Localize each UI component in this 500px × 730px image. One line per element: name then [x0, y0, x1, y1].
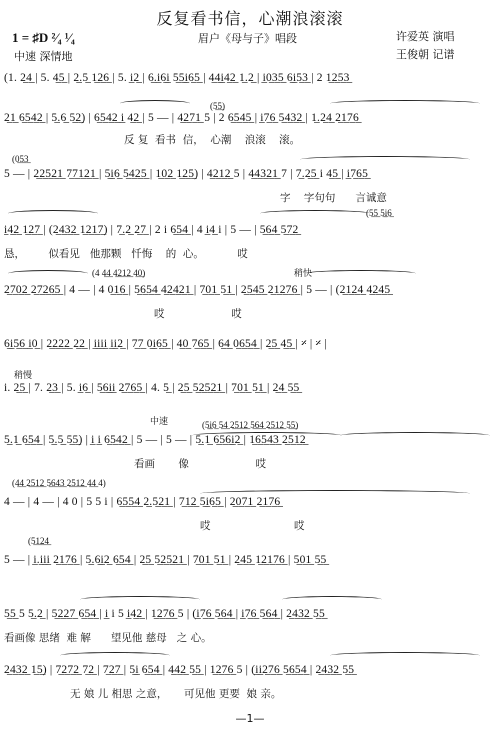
notation-row: 2̲1̲ 6̲5̲4̲2̲ | 5̲.6̲ 5̲2̲) | 6̲5̲4̲2̲ i̲ 4̲2̲ | 5 — | 4̲2̲7̲1̲ 5 | 2 6̲5̲4̲5̲ | i̲7̲6̲ 5̲4̲3̲2̲ | 1̲.2̲4̲ 2̲1̲7̲6̲: [4, 112, 359, 124]
notation-row: 5 — | i̲.i̲i̲i̲ 2̲1̲7̲6̲ | 5̲.6̲i̲2̲ 6̲5̲4̲ | 2̲5̲ 5̲2̲5̲2̲1̲ | 7̲0̲1̲ 5̲1̲ | 2̲4̲5̲ 1̲2̲1̲7̲6̲ | 5̲0̲1̲ 5̲5̲: [4, 554, 327, 566]
tempo-annotation: 稍快: [294, 269, 313, 279]
key-signature: 1 = ♯D ²⁄₄ ¹⁄₄: [12, 30, 75, 45]
notation-row: i. 2̲5̲ | 7. 2̲3̲ | 5. i̲6̲ | 5̲6̲i̲i̲ 2̲7̲6̲5̲ | 4. 5̲ | 2̲5̲ 5̲2̲5̲2̲1̲ | 7̲0̲1̲ 5̲1̲ | 2̲4̲ 5̲5̲: [4, 382, 300, 394]
slur-arc: [120, 100, 190, 107]
lyrics-row: 哎 哎: [200, 520, 305, 532]
notation-row: 4 — | 4 — | 4 0 | 5 5 i | 6̲5̲5̲4̲ 2̲.5̲2̲1̲ | 7̲1̲2̲ 5̲i̲6̲5̲ | 2̲0̲7̲1̲ 2̲1̲7̲6̲: [4, 496, 281, 508]
annotation: (5̲i̲6̲ 5̲4̲ 2̲5̲1̲2̲ 5̲6̲4̲ 2̲5̲1̲2̲ 5̲5̲): [202, 420, 299, 430]
notation-row: 2̲7̲0̲2̲ 2̲7̲2̲6̲5̲ | 4 — | 4 0̲1̲6̲ | 5̲6̲5̲4̲ 4̲2̲4̲2̲1̲ | 7̲0̲1̲ 5̲1̲ | 2̲5̲4̲5̲ 2̲1̲2̲7̲6̲ | 5 — | (2̲1̲2̲4̲ 4̲2̲4̲5̲: [4, 284, 391, 296]
slur-arc: [330, 652, 480, 659]
lyrics-row: 无 娘 儿 相思 之意， 可见他 更要 娘 亲。: [70, 688, 282, 700]
slur-arc: [306, 270, 416, 277]
notation-row: 5̲5̲ 5 5̲.2̲ | 5̲2̲2̲7̲ 6̲5̲4̲ | i̲ i 5 i̲4̲2̲ | 1̲2̲7̲6̲ 5 | (i̲7̲6̲ 5̲6̲4̲ | i̲7̲6̲ 5̲6̲4̲ | 2̲4̲3̲2̲ 5̲5̲: [4, 608, 325, 620]
tempo-marking: 中速 深情地: [14, 50, 73, 63]
notator-credit: 王俊朝 记谱: [396, 48, 455, 61]
lyrics-row: 字 字句句 言诚意: [280, 192, 387, 204]
annotation: (5̲1̲2̲4̲: [28, 536, 49, 546]
tempo-annotation: 稍慢: [14, 371, 33, 381]
slur-arc: [300, 156, 470, 163]
notation-row: 6̲i̲5̲6̲ i̲0̲ | 2̲2̲2̲2̲ 2̲2̲ | i̲i̲i̲i̲ i̲i̲2̲ | 7̲7̲ 0̲i̲6̲5̲ | 4̲0̲ 7̲6̲5̲ | 6̲4̲ 0̲6̲5̲4̲ | 2̲5̲ 4̲5̲ | 𝄎 | 𝄎 |: [4, 338, 327, 350]
annotation: (5̲5̲ 5̲i̲6̲: [366, 208, 392, 218]
slur-arc: [80, 596, 200, 603]
annotation: (4̲4̲ 2̲5̲1̲2̲ 5̲6̲4̲3̲ 2̲5̲1̲2̲ 4̲4̲ 4): [12, 478, 106, 488]
annotation: (5̲5̲): [210, 101, 225, 111]
lyrics-row: 恳， 似看见 他那颗 忏悔 的 心。 哎: [4, 248, 248, 260]
slur-arc: [8, 270, 88, 277]
page-title: 反复看书信，心潮浪滚滚: [156, 9, 344, 28]
tempo-annotation: 中速: [150, 417, 169, 427]
notation-row: 5̲.1̲ 6̲5̲4̲ | 5̲.5̲ 5̲5̲) | i̲ i̲ 6̲5̲4̲2̲ | 5 — | 5 — | 5̲.1̲ 6̲5̲6̲i̲2̲ | 1̲6̲5̲4̲3̲ 2̲5̲1̲2̲: [4, 434, 306, 446]
annotation: (4 4̲4̲ 4̲2̲1̲2̲ 4̲0̲): [92, 268, 146, 278]
lyrics-row: 看画 像 哎: [134, 458, 267, 470]
page-number: —1—: [235, 712, 265, 725]
notation-row: 5 — | 2̲2̲5̲2̲1̲ 7̲7̲1̲2̲1̲ | 5̲i̲6̲ 5̲4̲2̲5̲ | 1̲0̲2̲ 1̲2̲5̲) | 4̲2̲1̲2̲ 5 | 4̲4̲3̲2̲1̲ 7 | 7̲.2̲5̲ i 4̲5̲ | i̲7̲6̲5̲: [4, 168, 369, 180]
slur-arc: [282, 596, 382, 603]
subtitle: 眉户《母与子》唱段: [198, 32, 297, 45]
lyrics-row: 哎 哎: [154, 308, 242, 320]
notation-row: i̲4̲2̲ 1̲2̲7̲ | (2̲4̲3̲2̲ 1̲2̲1̲7̲) | 7̲.2̲ 2̲7̲ | 2 i 6̲5̲4̲ | 4 i̲4̲ i | 5 — | 5̲6̲4̲ 5̲7̲2̲: [4, 224, 299, 236]
annotation: (0̲5̲3̲: [12, 154, 29, 164]
slur-arc: [8, 210, 98, 217]
notation-row: 2̲4̲3̲2̲ 1̲5̲) | 7̲2̲7̲2̲ 7̲2̲ | 7̲2̲7̲ | 5̲i̲ 6̲5̲4̲ | 4̲4̲2̲ 5̲5̲ | 1̲2̲7̲6̲ 5 | (i̲i̲2̲7̲6̲ 5̲6̲5̲4̲ | 2̲4̲3̲2̲ 5̲5̲: [4, 664, 355, 676]
singer-credit: 许爱英 演唱: [396, 30, 455, 43]
lyrics-row: 反 复 看书 信， 心潮 浪滚 滚。: [124, 134, 301, 146]
notation-row: (1. 2̲4̲ | 5. 4̲5̲ | 2̲.5̲ 1̲2̲6̲ | 5. i̲2̲ | 6̲.i̲6̲i̲ 5̲5̲i̲6̲5̲ | 4̲4̲i̲4̲2̲ 1̲.2̲ | i̲0̲3̲5̲ 6̲i̲5̲3̲ | 2 1̲2̲5̲3̲: [4, 72, 350, 84]
slur-arc: [60, 652, 170, 659]
slur-arc: [260, 210, 370, 217]
slur-arc: [330, 100, 480, 107]
lyrics-row: 看画像 思绪 难 解 望见他 慈母 之 心。: [4, 632, 212, 644]
